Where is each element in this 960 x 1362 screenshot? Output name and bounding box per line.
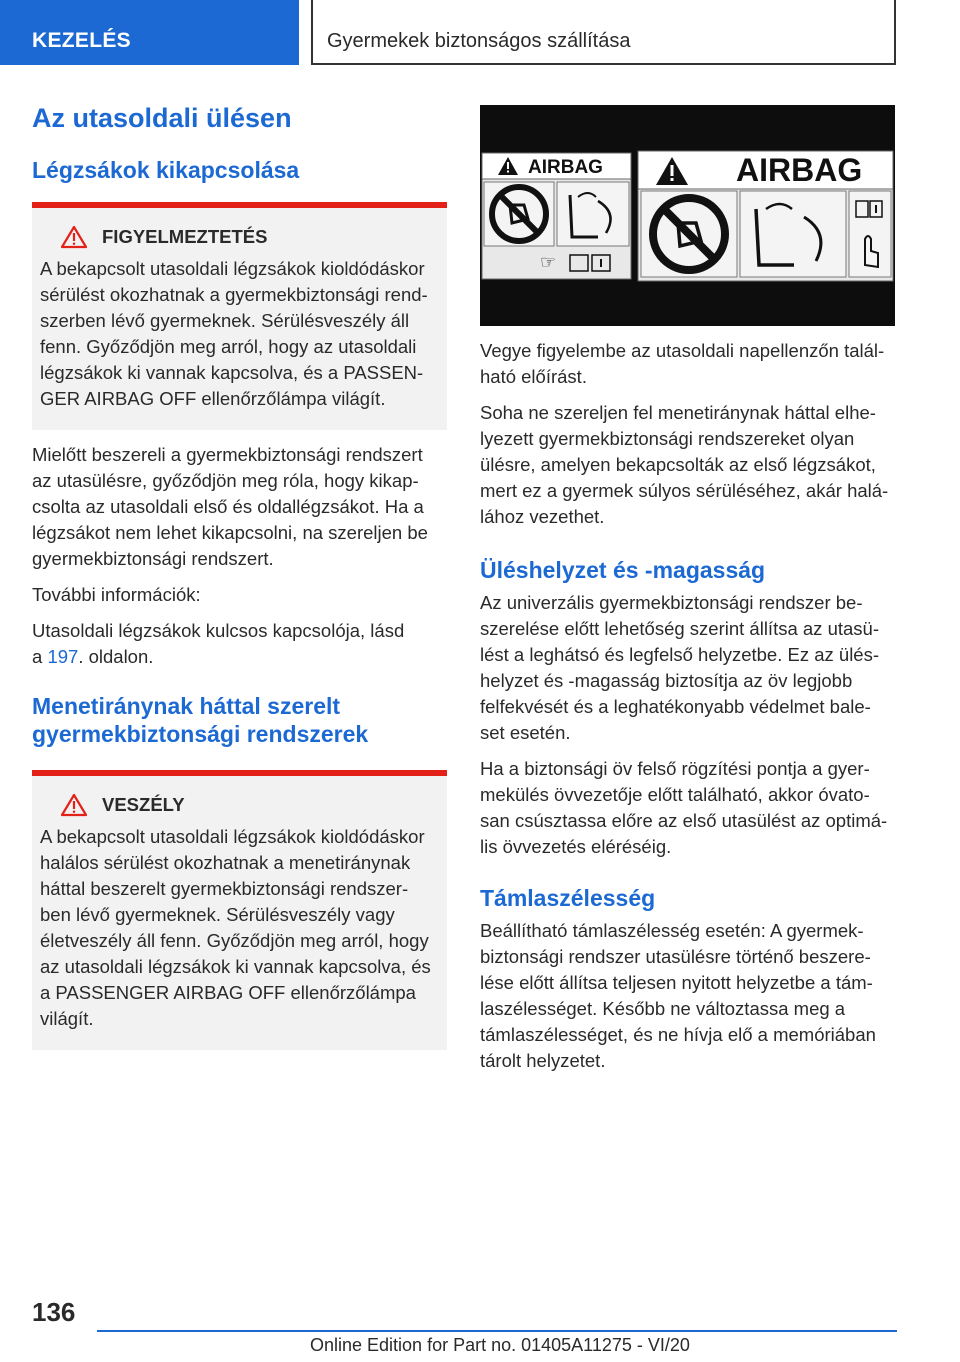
svg-text:☞: ☞ [540,252,557,273]
chapter-label: KEZELÉS [32,29,131,52]
paragraph-belt-anchor: Ha a biztonsági öv felső rögzítési pontja a gyer- mekülés övvezetője előtt található, akkor óvato- san csúsztassa előre az első utasülést az optimá- lis övvezetés eléréséig. [480,758,888,857]
sticker-label-right: AIRBAG [736,152,863,188]
warning-heading [40,224,439,250]
warning-triangle-icon [60,225,88,249]
airbag-sticker-illustration [480,105,895,326]
page-link-197[interactable]: 197 [47,646,79,667]
section-label: Gyermekek biztonságos szállítása [327,30,631,52]
edition-note: Online Edition for Part no. 01405A11275 - VI/20 [310,1335,690,1355]
section-header [311,0,896,65]
airbag-label-photo [480,105,895,326]
paragraph-before-install: Mielőtt beszereli a gyermekbiztonsági rendszert az utasülésre, győződjön meg róla, hogy kikap- csolta az utasoldali első és oldallégzsákot. Ha a légzsákot nem lehet kikapcsolni, na szereljen be gyermekbiztonsági rendszert. [32,444,428,569]
paragraph-more-info: További információk: [32,584,201,605]
section-heading-seat-position: Üléshelyzet és -magasság [480,557,766,583]
paragraph-never-install: Soha ne szereljen fel menetiránynak háttal elhe- lyezett gyermekbiztonsági rendszereket olyan ülésre, amelyen bekapcsolták az első légzsákot, mert ez a gyermek súlyos sérüléséhez, akár halá- lához vezethet. [480,402,889,527]
page-number: 136 [32,1297,76,1327]
right-column [480,105,895,1084]
left-column [32,100,447,1050]
danger-label: VESZÉLY [102,794,185,815]
footer-divider [97,1330,897,1332]
paragraph-backrest-width: Beállítható támlaszélesség esetén: A gyermek- biztonsági rendszer utasülésre történő beszere- lése előtt állítsa teljesen nyitott helyzetbe a tám- laszélességet. Később ne változtassa meg a támlaszélességet, és ne hívja elő a memóriában tárolt helyzetet. [480,920,876,1071]
section-heading-rear-facing: Menetiránynak háttal szerelt gyermekbiztonsági rendszerek [32,693,369,747]
warning-text: A bekapcsolt utasoldali légzsákok kioldódáskor sérülést okozhatnak a gyermekbiztonsági rend- szerben lévő gyermeknek. Sérülésveszély áll fenn. Győződjön meg arról, hogy az utasoldali légzsákok ki vannak kapcsolva, és a PASSEN- GER AIRBAG OFF ellenőrzőlámpa világít. [40,258,428,409]
sticker-label-left: AIRBAG [528,157,603,178]
danger-heading [40,792,439,818]
danger-box [32,770,447,1050]
warning-label: FIGYELMEZTETÉS [102,226,268,247]
paragraph-seat-position: Az univerzális gyermekbiztonsági rendszer be- szerelése előtt lehetőség szerint állítsa az utasü- lést a leghátsó és legfelső helyzetbe. Ez az ülés- helyzet és -magasság biztosítja az öv legjobb felfekvését és a leghatékonyabb védelmet bale- set esetén. [480,592,880,743]
chapter-tab [0,0,299,65]
section-heading-airbag-off: Légzsákok kikapcsolása [32,157,300,183]
danger-text: A bekapcsolt utasoldali légzsákok kioldódáskor halálos sérülést okozhatnak a menetiránynak háttal beszerelt gyermekbiztonsági rendszer- ben lévő gyermeknek. Sérülésveszély vagy életveszély áll fenn. Győződjön meg arról, hogy az utasoldali légzsákok ki vannak kapcsolva, és a PASSENGER AIRBAG OFF ellenőrzőlámpa világít. [40,826,431,1029]
section-heading-backrest-width: Támlaszélesség [480,885,656,911]
paragraph-key-switch: Utasoldali légzsákok kulcsos kapcsolója, lásd a 197. oldalon. [32,620,405,667]
warning-box [32,202,447,430]
page-title: Az utasoldali ülésen [32,103,292,133]
paragraph-sun-visor: Vegye figyelembe az utasoldali napellenzőn talál- ható előírást. [480,340,885,387]
danger-triangle-icon [60,793,88,817]
